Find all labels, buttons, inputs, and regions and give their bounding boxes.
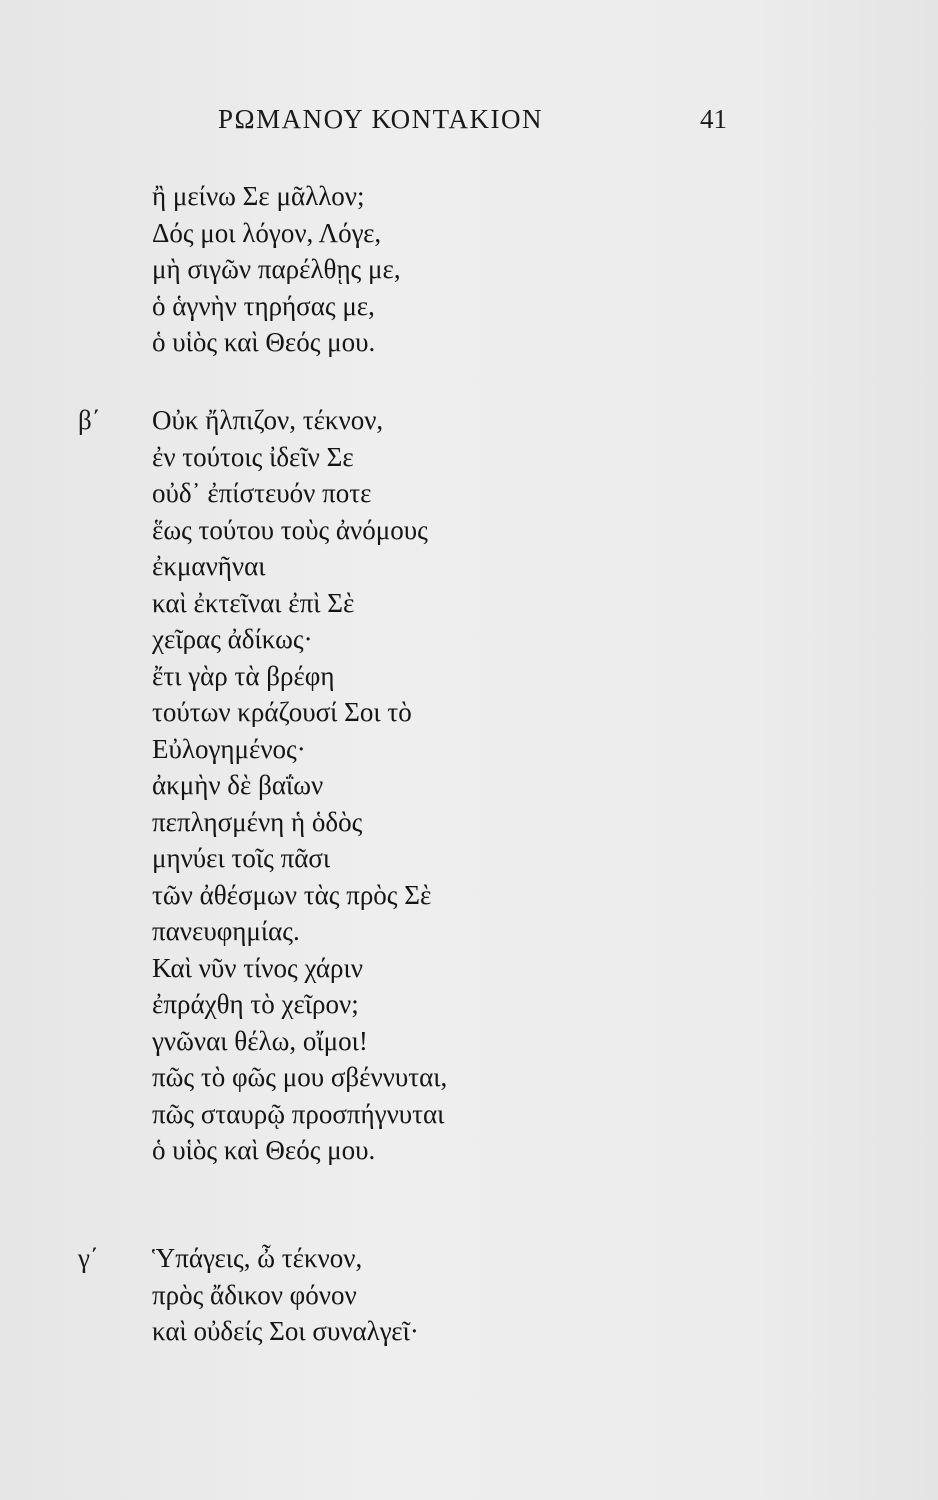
verse-line: ἐκμανῆναι xyxy=(152,551,266,581)
verse-line: πανευφημίας. xyxy=(152,916,300,946)
verse-line: πρὸς ἄδικον φόνον xyxy=(152,1279,357,1310)
verse-line: Οὐκ ἤλπιζον, τέκνον, xyxy=(152,405,384,435)
verse-lines xyxy=(152,178,401,361)
page-number: 41 xyxy=(700,104,727,134)
verse-line: ἐπράχθη τὸ χεῖρον; xyxy=(152,989,359,1019)
verse-line: Καὶ νῦν τίνος χάριν xyxy=(152,952,363,983)
verse-line: γνῶναι θέλω, οἴμοι! xyxy=(152,1025,368,1056)
verse-line: καὶ οὐδείς Σοι συναλγεῖ· xyxy=(152,1316,419,1346)
verse-line: πῶς σταυρῷ προσπήγνυται xyxy=(152,1098,445,1129)
verse-line: πῶς τὸ φῶς μου σβέννυται, xyxy=(152,1062,448,1092)
stanza-number: γ΄ xyxy=(78,1243,99,1273)
verse-line: ὁ υἱὸς καὶ Θεός μου. xyxy=(152,327,376,357)
verse-line: Εὐλογημένος· xyxy=(152,733,306,764)
verse-line: μὴ σιγῶν παρέλθῃς με, xyxy=(152,254,401,284)
verse-line: ἕως τούτου τοὺς ἀνόμους xyxy=(152,514,428,545)
verse-line: μηνύει τοῖς πᾶσι xyxy=(152,843,331,873)
verse-line: ὁ ἁγνὴν τηρήσας με, xyxy=(152,290,375,321)
verse-line: ἢ μείνω Σε μᾶλλον; xyxy=(152,181,365,211)
verse-line: χεῖρας ἀδίκως· xyxy=(152,624,313,654)
verse-lines xyxy=(152,402,447,1169)
verse-line: τούτων κράζουσί Σοι τὸ xyxy=(152,697,412,727)
verse-line: Ὑπάγεις, ὦ τέκνον, xyxy=(152,1243,363,1273)
verse-lines xyxy=(152,1240,419,1350)
verse-line: ἐν τούτοις ἰδεῖν Σε xyxy=(152,441,354,472)
verse-line: ἀκμὴν δὲ βαΐων xyxy=(152,770,324,800)
verse-line: πεπλησμένη ἡ ὁδὸς xyxy=(152,806,363,837)
stanza-number: β΄ xyxy=(78,405,101,435)
verse-line: τῶν ἀθέσμων τὰς πρὸς Σὲ xyxy=(152,879,432,910)
verse-line: ἔτι γὰρ τὰ βρέφη xyxy=(152,660,335,691)
verse-line: οὐδ᾽ ἐπίστευόν ποτε xyxy=(152,478,372,508)
verse-line: καὶ ἐκτεῖναι ἐπὶ Σὲ xyxy=(152,587,355,618)
verse-line: Δός μοι λόγον, Λόγε, xyxy=(152,217,382,248)
running-title: ΡΩΜΑΝΟΥ ΚΟΝΤΑΚΙΟΝ xyxy=(218,104,543,134)
verse-line: ὁ υἱὸς καὶ Θεός μου. xyxy=(152,1135,376,1165)
